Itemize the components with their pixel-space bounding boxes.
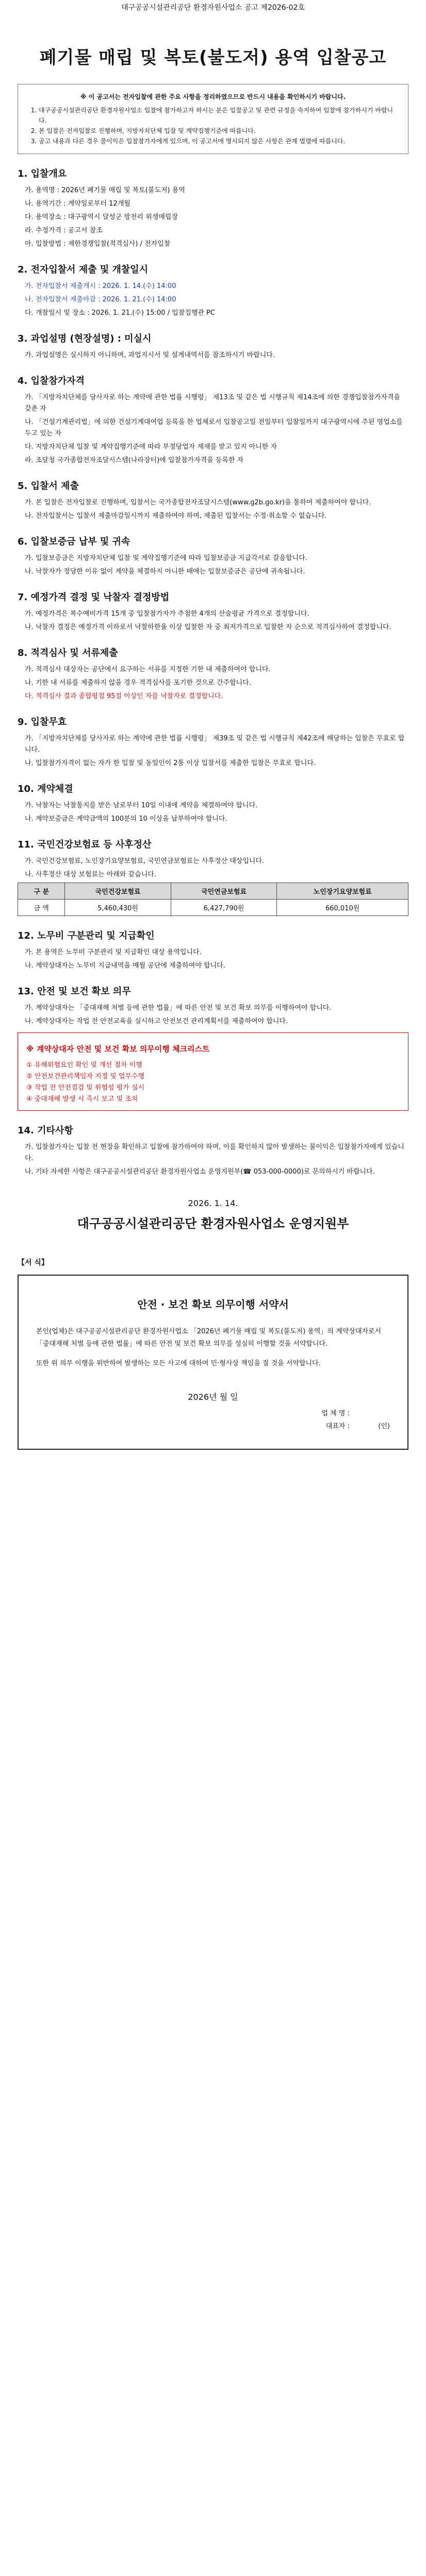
section-2-line: 다. 개찰일시 및 장소 : 2026. 1. 21.(수) 15:00 / 입찰집행관 PC [25, 309, 215, 317]
section-2-line: 나. 전자입찰서 제출마감 : 2026. 1. 21.(수) 14:00 [25, 296, 176, 303]
safety-checklist-box [18, 1032, 408, 1111]
section-9-title: 9. 입찰무효 [18, 717, 67, 727]
section-7-title: 7. 예정가격 결정 및 낙찰자 결정방법 [18, 592, 170, 603]
notice-item: 3. 공고 내용과 다른 경우 불이익은 입찰참가자에게 있으며, 이 공고서에 명시되지 않은 사항은 관계 법령에 따릅니다. [39, 136, 397, 146]
section-2-line: 가. 전자입찰서 제출개시 : 2026. 1. 14.(수) 14:00 [25, 282, 176, 290]
seal-text: (인) [378, 1422, 390, 1430]
section-1-line: 라. 추정가격 : 공고서 참조 [25, 227, 103, 234]
section-5-title: 5. 입찰서 제출 [18, 481, 79, 492]
notice-box [18, 84, 408, 154]
section-10-title: 10. 계약체결 [18, 784, 73, 794]
section-4-line: 라. 조달청 국가종합전자조달시스템(나라장터)에 입찰참가자격을 등록한 자 [25, 456, 244, 464]
section-4-line: 나. 「건설기계관리법」에 의한 건설기계대여업 등록을 한 업체로서 입찰공고일 전일부터 입찰일까지 대구광역시에 주된 영업소를 두고 있는 자 [25, 418, 403, 437]
insurance-table [18, 883, 408, 916]
table-header-cell: 노인장기요양보험료 [277, 883, 408, 900]
representative-label: 대표자 : [325, 1422, 350, 1430]
section-9-line: 나. 입찰참가자격이 없는 자가 한 입찰 및 동일인이 2통 이상 입찰서를 제출한 입찰은 무효로 합니다. [25, 759, 316, 767]
notice-list [29, 105, 397, 146]
section-11-line: 가. 국민건강보험료, 노인장기요양보험료, 국민연금보험료는 사후정산 대상입니다. [25, 857, 265, 865]
section-5-line: 가. 본 입찰은 전자입찰로 진행하며, 입찰서는 국가종합전자조달시스템(www.g2b.go.kr)을 통하여 제출하여야 합니다. [25, 499, 371, 506]
pledge-form [18, 1275, 408, 1450]
section-1-line: 다. 용역장소 : 대구광역시 달성군 방천리 위생매립장 [25, 213, 178, 221]
section-8-line: 다. 적격심사 결과 종합평점 95점 이상인 자를 낙찰자로 결정합니다. [25, 692, 223, 700]
company-line [36, 1408, 390, 1417]
form-label: 【서 식】 [18, 1259, 48, 1267]
form-date: 2026년 월 일 [188, 1392, 238, 1402]
section-14-line: 나. 기타 자세한 사항은 대구공공시설관리공단 환경자원사업소 운영지원부(☎ 053-000-0000)로 문의하시기 바랍니다. [25, 1168, 375, 1176]
announcement-number: 대구공공시설관리공단 환경자원사업소 공고 제2026-02호 [121, 4, 305, 12]
section-7-line: 나. 낙찰자 결정은 예정가격 이하로서 낙찰하한율 이상 입찰한 자 중 최저가격으로 입찰한 자 순으로 적격심사하여 결정합니다. [25, 623, 391, 631]
table-cell: 660,010원 [277, 900, 408, 916]
table-cell: 6,427,790원 [171, 900, 276, 916]
table-header-cell: 구 분 [18, 883, 65, 900]
checklist-item: ② 안전보건관리책임자 지정 및 업무수행 [26, 1073, 145, 1080]
table-row [18, 900, 408, 916]
section-8-title: 8. 적격심사 및 서류제출 [18, 648, 118, 658]
section-8-line: 나. 기한 내 서류를 제출하지 않을 경우 적격심사를 포기한 것으로 간주합니다. [25, 679, 251, 687]
section-4-line: 가. 「지방자치단체를 당사자로 하는 계약에 관한 법률 시행령」 제13조 및 같은 법 시행규칙 제14조에 의한 경쟁입찰참가자격을 갖춘 자 [25, 394, 400, 413]
section-11-title: 11. 국민건강보험료 등 사후정산 [18, 839, 152, 850]
section-1-title: 1. 입찰개요 [18, 168, 67, 179]
section-6-title: 6. 입찰보증금 납부 및 귀속 [18, 536, 130, 547]
section-3-line: 가. 과업설명은 실시하지 아니하며, 과업지시서 및 설계내역서를 참조하시기 바랍니다. [25, 351, 275, 359]
section-10-line: 나. 계약보증금은 계약금액의 100분의 10 이상을 납부하여야 합니다. [25, 815, 227, 823]
checklist-item: ④ 중대재해 발생 시 즉시 보고 및 조치 [26, 1095, 138, 1103]
section-6-line: 가. 입찰보증금은 지방자치단체 입찰 및 계약집행기준에 따라 입찰보증금 지급각서로 갈음합니다. [25, 554, 307, 562]
page-title: 폐기물 매립 및 복토(불도저) 용역 입찰공고 [39, 47, 387, 68]
section-1-line: 가. 용역명 : 2026년 폐기물 매립 및 복토(불도저) 용역 [25, 187, 185, 194]
section-1-line: 마. 입찰방법 : 제한경쟁입찰(적격심사) / 전자입찰 [25, 240, 171, 248]
section-13-line: 나. 계약상대자는 작업 전 안전교육을 실시하고 안전보건 관리계획서를 제출하여야 합니다. [25, 1018, 288, 1025]
section-11-line: 나. 사후정산 대상 보험료는 아래와 같습니다. [25, 871, 156, 878]
announcement-date: 2026. 1. 14. [188, 1198, 238, 1208]
section-13-title: 13. 안전 및 보건 확보 의무 [18, 986, 131, 997]
section-6-line: 나. 낙찰자가 정당한 이유 없이 계약을 체결하지 아니한 때에는 입찰보증금은 공단에 귀속됩니다. [25, 568, 305, 575]
notice-item: 2. 본 입찰은 전자입찰로 진행하며, 지방자치단체 입찰 및 계약집행기준에 따릅니다. [39, 126, 397, 136]
table-header-row [18, 883, 408, 900]
section-5-line: 나. 전자입찰서는 입찰서 제출마감일시까지 제출하여야 하며, 제출된 입찰서는 수정·취소할 수 없습니다. [25, 512, 327, 520]
section-12-line: 가. 본 용역은 노무비 구분관리 및 지급확인 대상 용역입니다. [25, 948, 202, 956]
section-12-line: 나. 계약상대자는 노무비 지급내역을 매월 공단에 제출하여야 합니다. [25, 962, 225, 970]
section-10-line: 가. 낙찰자는 낙찰통지를 받은 날로부터 10일 이내에 계약을 체결하여야 합니다. [25, 802, 258, 809]
section-7-line: 가. 예정가격은 복수예비가격 15개 중 입찰참가자가 추첨한 4개의 산술평균 가격으로 결정합니다. [25, 610, 309, 618]
notice-item: 1. 대구공공시설관리공단 환경자원사업소 입찰에 참가하고자 하시는 분은 입찰공고 및 관련 규정을 숙지하여 입찰에 참가하시기 바랍니다. [39, 105, 397, 126]
section-4-title: 4. 입찰참가자격 [18, 376, 85, 386]
company-value [354, 1408, 390, 1417]
table-cell: 5,460,430원 [65, 900, 171, 916]
table-header-cell: 국민연금보험료 [171, 883, 276, 900]
checklist-item: ① 유해위험요인 확인 및 개선 절차 이행 [26, 1061, 142, 1069]
checklist-item: ③ 작업 전 안전점검 및 위험성 평가 실시 [26, 1084, 144, 1092]
checklist-title: ※ 계약상대자 안전 및 보건 확보 의무이행 체크리스트 [26, 1044, 210, 1054]
section-3-title: 3. 과업설명 (현장설명) : 미실시 [18, 333, 152, 344]
form-text: 또한 위 의무 이행을 위반하여 발생하는 모든 사고에 대하여 민·형사상 책임을 질 것을 서약합니다. [36, 1360, 321, 1367]
section-14-line: 가. 입찰참가자는 입찰 전 현장을 확인하고 입찰에 참가하여야 하며, 이를 확인하지 않아 발생하는 불이익은 입찰참가자에게 있습니다. [25, 1143, 404, 1162]
notice-heading: ※ 이 공고서는 전자입찰에 관한 주요 사항을 정리하였으므로 반드시 내용을 확인하시기 바랍니다. [80, 93, 346, 100]
form-title: 안전 · 보건 확보 의무이행 서약서 [137, 1298, 289, 1311]
section-1-line: 나. 용역기간 : 계약일로부터 12개월 [25, 200, 130, 208]
section-14-title: 14. 기타사항 [18, 1125, 73, 1136]
company-label: 업 체 명 : [321, 1410, 350, 1417]
form-text: 본인(업체)은 대구공공시설관리공단 환경자원사업소 「2026년 폐기물 매립 및 복토(불도저) 용역」의 계약상대자로서 「중대재해 처벌 등에 관한 법률」에 따른 안전 및 보건 확보 의무를 성실히 이행할 것을 서약합니다. [36, 1328, 382, 1348]
section-4-line: 다. 지방자치단체 입찰 및 계약집행기준에 따라 부정당업자 제재를 받고 있지 아니한 자 [25, 443, 277, 451]
table-cell: 금 액 [18, 900, 65, 916]
section-12-title: 12. 노무비 구분관리 및 지급확인 [18, 930, 155, 941]
section-2-title: 2. 전자입찰서 제출 및 개찰일시 [18, 264, 149, 275]
section-9-line: 가. 「지방자치단체를 당사자로 하는 계약에 관한 법률 시행령」 제39조 및 같은 법 시행규칙 제42조에 해당하는 입찰은 무효로 합니다. [25, 735, 405, 754]
section-13-line: 가. 계약상대자는 「중대재해 처벌 등에 관한 법률」에 따른 안전 및 보건 확보 의무를 이행하여야 합니다. [25, 1004, 332, 1012]
representative-line [36, 1420, 390, 1430]
table-header-cell: 국민건강보험료 [65, 883, 171, 900]
section-8-line: 가. 적격심사 대상자는 공단에서 요구하는 서류를 지정한 기한 내 제출하여야 합니다. [25, 666, 271, 673]
issuing-organization: 대구공공시설관리공단 환경자원사업소 운영지원부 [77, 1216, 349, 1231]
